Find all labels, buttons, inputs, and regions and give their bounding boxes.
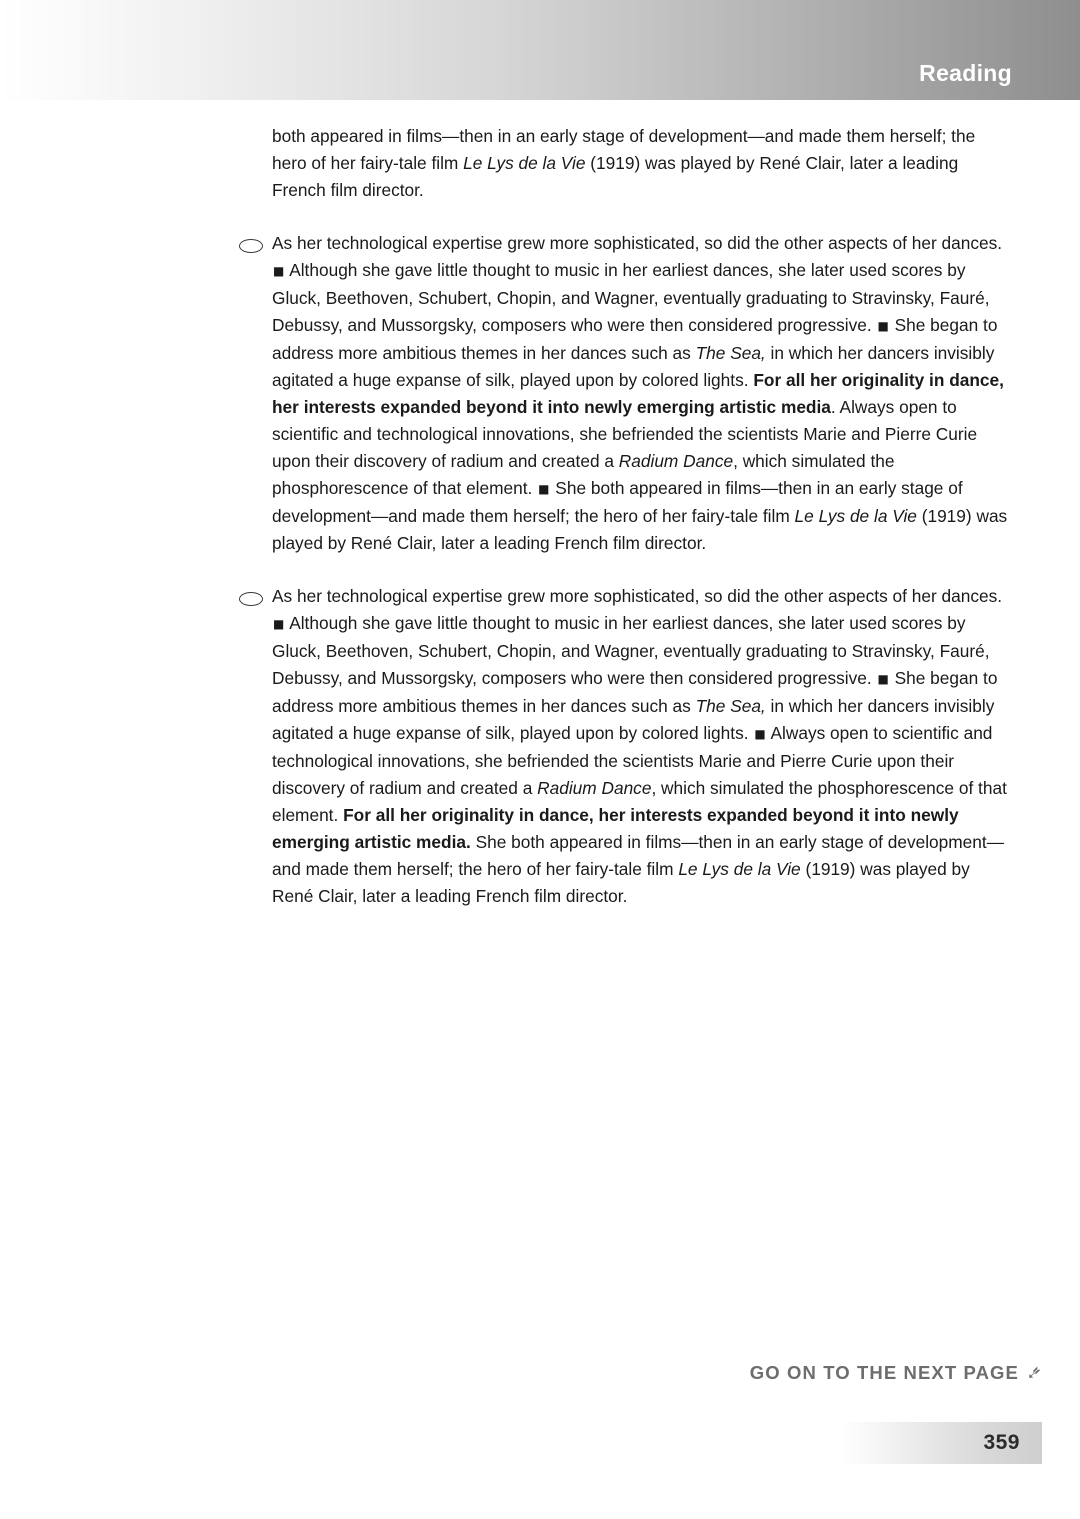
answer-choice-2[interactable]	[272, 583, 1008, 910]
go-on-notice	[750, 1362, 1042, 1384]
go-on-label: GO ON TO THE NEXT PAGE	[749, 1362, 1019, 1383]
page-header-band	[0, 0, 1080, 100]
intro-paragraph-block	[272, 123, 1008, 204]
answer-choice-1[interactable]	[272, 230, 1008, 557]
oval-bullet-icon[interactable]	[239, 592, 263, 606]
next-page-arrow-icon: ➴	[1024, 1362, 1042, 1384]
answer-choice-2-text: As her technological expertise grew more sophisticated, so did the other aspects of her dances. ■ Although she gave little thought to music in her earliest dances, she later used scores by Gluck, Beethoven, Schubert, Chopin, and Wagner, eventually graduating to Stravinsky, Fauré, Debussy, and Mussorgsky, composers who were then considered progressive. ■ She began to address more ambitious themes in her dances such as The Sea, in which her dancers invisibly agitated a huge expanse of silk, played upon by colored lights. ■ Always open to scientific and technological innovations, she befriended the scientists Marie and Pierre Curie upon their discovery of radium and created a Radium Dance, which simulated the phosphorescence of that element. For all her originality in dance, her interests expanded beyond it into newly emerging artistic media. She both appeared in films—then in an early stage of development—and made them herself; the hero of her fairy-tale film Le Lys de la Vie (1919) was played by René Clair, later a leading French film director.	[272, 586, 1007, 906]
page-content	[272, 123, 1008, 936]
oval-bullet-icon[interactable]	[239, 239, 263, 253]
answer-choice-1-text: As her technological expertise grew more sophisticated, so did the other aspects of her dances. ■ Although she gave little thought to music in her earliest dances, she later used scores by Gluck, Beethoven, Schubert, Chopin, and Wagner, eventually graduating to Stravinsky, Fauré, Debussy, and Mussorgsky, composers who were then considered progressive. ■ She began to address more ambitious themes in her dances such as The Sea, in which her dancers invisibly agitated a huge expanse of silk, played upon by colored lights. For all her originality in dance, her interests expanded beyond it into newly emerging artistic media. Always open to scientific and technological innovations, she befriended the scientists Marie and Pierre Curie upon their discovery of radium and created a Radium Dance, which simulated the phosphorescence of that element. ■ She both appeared in films—then in an early stage of development—and made them herself; the hero of her fairy-tale film Le Lys de la Vie (1919) was played by René Clair, later a leading French film director.	[272, 233, 1008, 553]
section-title: Reading	[919, 60, 1012, 86]
page-number: 359	[983, 1431, 1020, 1454]
intro-paragraph: both appeared in films—then in an early stage of development—and made them herself; the hero of her fairy-tale film Le Lys de la Vie (1919) was played by René Clair, later a leading French film director.	[272, 126, 976, 200]
page-number-box	[842, 1422, 1042, 1464]
